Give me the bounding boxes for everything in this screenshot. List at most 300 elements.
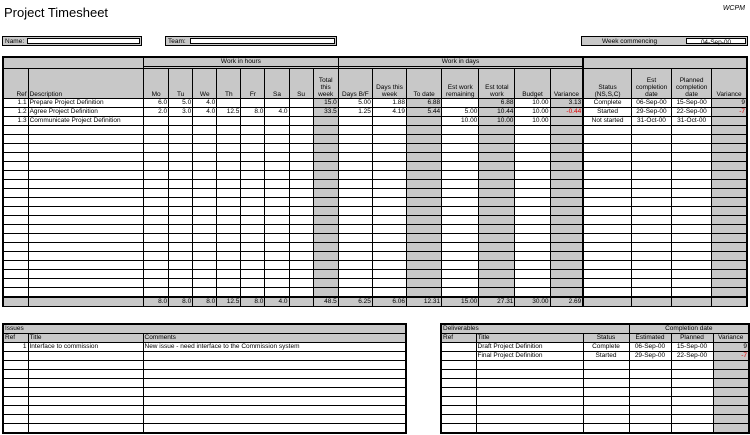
cell-var[interactable] bbox=[550, 252, 583, 261]
cell-ref[interactable] bbox=[3, 144, 28, 153]
cell-su[interactable] bbox=[289, 153, 313, 162]
cell-var2[interactable] bbox=[712, 117, 747, 126]
cell-plan[interactable] bbox=[672, 126, 712, 135]
cell-todate[interactable] bbox=[407, 153, 442, 162]
issue-ref[interactable] bbox=[3, 424, 28, 434]
cell-sa[interactable] bbox=[265, 225, 289, 234]
cell-dtw[interactable] bbox=[372, 126, 406, 135]
cell-su[interactable] bbox=[289, 198, 313, 207]
cell-desc[interactable] bbox=[28, 216, 143, 225]
cell-we[interactable] bbox=[193, 153, 217, 162]
cell-ref[interactable] bbox=[3, 180, 28, 189]
issue-row[interactable] bbox=[3, 379, 406, 388]
cell-dtw[interactable] bbox=[372, 162, 406, 171]
deliverable-row[interactable] bbox=[441, 397, 749, 406]
cell-esttot[interactable] bbox=[479, 270, 515, 279]
cell-tu[interactable] bbox=[169, 207, 193, 216]
cell-estc[interactable] bbox=[631, 243, 671, 252]
issue-title[interactable] bbox=[28, 352, 143, 361]
cell-bf[interactable] bbox=[338, 144, 372, 153]
cell-fr[interactable] bbox=[241, 243, 265, 252]
deliverable-plan[interactable] bbox=[671, 397, 713, 406]
cell-dtw[interactable] bbox=[372, 144, 406, 153]
cell-total[interactable] bbox=[313, 198, 338, 207]
cell-we[interactable] bbox=[193, 234, 217, 243]
cell-bf[interactable] bbox=[338, 225, 372, 234]
cell-desc[interactable]: Agree Project Definition bbox=[28, 108, 143, 117]
cell-bf[interactable]: 5.00 bbox=[338, 99, 372, 108]
cell-bf[interactable]: 1.25 bbox=[338, 108, 372, 117]
cell-estc[interactable] bbox=[631, 135, 671, 144]
cell-fr[interactable] bbox=[241, 225, 265, 234]
issue-ref[interactable] bbox=[3, 388, 28, 397]
cell-todate[interactable]: 6.88 bbox=[407, 99, 442, 108]
cell-ref[interactable] bbox=[3, 279, 28, 288]
cell-th[interactable] bbox=[217, 180, 241, 189]
cell-mo[interactable] bbox=[144, 117, 169, 126]
cell-estc[interactable] bbox=[631, 288, 671, 298]
issue-title[interactable] bbox=[28, 361, 143, 370]
issue-comments[interactable] bbox=[143, 388, 406, 397]
cell-we[interactable] bbox=[193, 207, 217, 216]
cell-sa[interactable] bbox=[265, 189, 289, 198]
cell-total[interactable]: 33.5 bbox=[313, 108, 338, 117]
deliverable-status[interactable] bbox=[583, 361, 629, 370]
cell-fr[interactable] bbox=[241, 99, 265, 108]
cell-budget[interactable] bbox=[515, 243, 550, 252]
cell-fr[interactable] bbox=[241, 279, 265, 288]
cell-bf[interactable] bbox=[338, 279, 372, 288]
cell-desc[interactable] bbox=[28, 270, 143, 279]
cell-rem[interactable] bbox=[442, 189, 479, 198]
cell-budget[interactable] bbox=[515, 288, 550, 298]
cell-plan[interactable] bbox=[672, 135, 712, 144]
cell-todate[interactable] bbox=[407, 234, 442, 243]
cell-var2[interactable] bbox=[712, 234, 747, 243]
cell-plan[interactable] bbox=[672, 225, 712, 234]
cell-dtw[interactable] bbox=[372, 234, 406, 243]
cell-plan[interactable] bbox=[672, 153, 712, 162]
cell-desc[interactable]: Prepare Project Definition bbox=[28, 99, 143, 108]
cell-tu[interactable] bbox=[169, 279, 193, 288]
deliverable-status[interactable] bbox=[583, 379, 629, 388]
cell-budget[interactable]: 10.00 bbox=[515, 117, 550, 126]
table-row[interactable] bbox=[3, 171, 747, 180]
cell-mo[interactable] bbox=[144, 135, 169, 144]
issue-title[interactable] bbox=[28, 406, 143, 415]
cell-ref[interactable] bbox=[3, 162, 28, 171]
deliverable-status[interactable] bbox=[583, 415, 629, 424]
cell-th[interactable] bbox=[217, 144, 241, 153]
cell-rem[interactable] bbox=[442, 180, 479, 189]
cell-status[interactable] bbox=[583, 207, 631, 216]
cell-rem[interactable] bbox=[442, 207, 479, 216]
cell-plan[interactable] bbox=[672, 162, 712, 171]
cell-var2[interactable] bbox=[712, 144, 747, 153]
cell-bf[interactable] bbox=[338, 153, 372, 162]
deliverable-row[interactable] bbox=[441, 352, 749, 361]
cell-todate[interactable] bbox=[407, 288, 442, 298]
deliverable-ref[interactable] bbox=[441, 397, 476, 406]
table-row[interactable] bbox=[3, 180, 747, 189]
week-value[interactable]: 04-Sep-00 bbox=[686, 38, 746, 44]
deliverable-est[interactable]: 29-Sep-00 bbox=[629, 352, 671, 361]
cell-status[interactable] bbox=[583, 234, 631, 243]
cell-su[interactable] bbox=[289, 279, 313, 288]
cell-sa[interactable] bbox=[265, 234, 289, 243]
cell-todate[interactable] bbox=[407, 252, 442, 261]
cell-bf[interactable] bbox=[338, 252, 372, 261]
deliverable-est[interactable]: 06-Sep-00 bbox=[629, 343, 671, 352]
cell-total[interactable] bbox=[313, 144, 338, 153]
cell-estc[interactable] bbox=[631, 207, 671, 216]
cell-total[interactable] bbox=[313, 288, 338, 298]
deliverable-title[interactable]: Draft Project Definition bbox=[476, 343, 583, 352]
cell-todate[interactable] bbox=[407, 279, 442, 288]
cell-var[interactable] bbox=[550, 225, 583, 234]
cell-status[interactable] bbox=[583, 189, 631, 198]
cell-total[interactable] bbox=[313, 243, 338, 252]
deliverable-plan[interactable] bbox=[671, 361, 713, 370]
cell-var[interactable] bbox=[550, 189, 583, 198]
cell-dtw[interactable] bbox=[372, 225, 406, 234]
cell-we[interactable] bbox=[193, 225, 217, 234]
cell-var2[interactable] bbox=[712, 288, 747, 298]
cell-plan[interactable] bbox=[672, 189, 712, 198]
cell-var2[interactable] bbox=[712, 216, 747, 225]
cell-var[interactable]: -0.44 bbox=[550, 108, 583, 117]
cell-var2[interactable] bbox=[712, 279, 747, 288]
deliverable-row[interactable] bbox=[441, 415, 749, 424]
cell-tu[interactable] bbox=[169, 261, 193, 270]
cell-var[interactable] bbox=[550, 198, 583, 207]
cell-bf[interactable] bbox=[338, 216, 372, 225]
cell-todate[interactable] bbox=[407, 135, 442, 144]
cell-budget[interactable] bbox=[515, 126, 550, 135]
cell-status[interactable]: Not started bbox=[583, 117, 631, 126]
cell-dtw[interactable]: 4.19 bbox=[372, 108, 406, 117]
issue-comments[interactable] bbox=[143, 379, 406, 388]
cell-th[interactable] bbox=[217, 261, 241, 270]
cell-budget[interactable]: 10.00 bbox=[515, 99, 550, 108]
cell-budget[interactable] bbox=[515, 189, 550, 198]
cell-mo[interactable] bbox=[144, 225, 169, 234]
deliverable-ref[interactable] bbox=[441, 343, 476, 352]
cell-budget[interactable] bbox=[515, 153, 550, 162]
cell-plan[interactable] bbox=[672, 180, 712, 189]
cell-total[interactable] bbox=[313, 126, 338, 135]
cell-su[interactable] bbox=[289, 225, 313, 234]
cell-rem[interactable] bbox=[442, 288, 479, 298]
cell-fr[interactable]: 8.0 bbox=[241, 108, 265, 117]
issue-title[interactable] bbox=[28, 370, 143, 379]
cell-we[interactable] bbox=[193, 171, 217, 180]
deliverable-est[interactable] bbox=[629, 388, 671, 397]
cell-ref[interactable]: 1.3 bbox=[3, 117, 28, 126]
cell-su[interactable] bbox=[289, 288, 313, 298]
cell-budget[interactable] bbox=[515, 234, 550, 243]
cell-tu[interactable] bbox=[169, 189, 193, 198]
cell-we[interactable] bbox=[193, 288, 217, 298]
issue-title[interactable] bbox=[28, 388, 143, 397]
cell-fr[interactable] bbox=[241, 144, 265, 153]
cell-total[interactable] bbox=[313, 279, 338, 288]
deliverable-ref[interactable] bbox=[441, 370, 476, 379]
cell-status[interactable] bbox=[583, 261, 631, 270]
cell-var2[interactable] bbox=[712, 270, 747, 279]
cell-th[interactable] bbox=[217, 171, 241, 180]
cell-esttot[interactable] bbox=[479, 126, 515, 135]
deliverable-title[interactable] bbox=[476, 379, 583, 388]
deliverable-ref[interactable] bbox=[441, 406, 476, 415]
cell-mo[interactable] bbox=[144, 180, 169, 189]
issue-title[interactable] bbox=[28, 424, 143, 434]
cell-rem[interactable] bbox=[442, 162, 479, 171]
cell-dtw[interactable]: 1.88 bbox=[372, 99, 406, 108]
cell-th[interactable] bbox=[217, 252, 241, 261]
cell-rem[interactable] bbox=[442, 216, 479, 225]
cell-status[interactable] bbox=[583, 126, 631, 135]
cell-tu[interactable] bbox=[169, 171, 193, 180]
cell-status[interactable] bbox=[583, 198, 631, 207]
cell-su[interactable] bbox=[289, 180, 313, 189]
cell-fr[interactable] bbox=[241, 288, 265, 298]
cell-estc[interactable] bbox=[631, 270, 671, 279]
cell-var2[interactable] bbox=[712, 126, 747, 135]
cell-esttot[interactable] bbox=[479, 225, 515, 234]
cell-rem[interactable] bbox=[442, 171, 479, 180]
cell-esttot[interactable] bbox=[479, 243, 515, 252]
cell-mo[interactable] bbox=[144, 153, 169, 162]
cell-var2[interactable] bbox=[712, 207, 747, 216]
cell-sa[interactable] bbox=[265, 162, 289, 171]
cell-th[interactable] bbox=[217, 189, 241, 198]
deliverable-var[interactable] bbox=[713, 397, 749, 406]
cell-su[interactable] bbox=[289, 189, 313, 198]
cell-bf[interactable] bbox=[338, 189, 372, 198]
cell-total[interactable] bbox=[313, 234, 338, 243]
issue-comments[interactable] bbox=[143, 370, 406, 379]
cell-tu[interactable] bbox=[169, 225, 193, 234]
cell-ref[interactable] bbox=[3, 252, 28, 261]
cell-budget[interactable] bbox=[515, 225, 550, 234]
cell-mo[interactable] bbox=[144, 144, 169, 153]
cell-th[interactable] bbox=[217, 135, 241, 144]
cell-bf[interactable] bbox=[338, 261, 372, 270]
cell-budget[interactable] bbox=[515, 162, 550, 171]
cell-th[interactable] bbox=[217, 126, 241, 135]
cell-mo[interactable] bbox=[144, 270, 169, 279]
deliverable-ref[interactable] bbox=[441, 388, 476, 397]
deliverable-est[interactable] bbox=[629, 415, 671, 424]
cell-mo[interactable]: 2.0 bbox=[144, 108, 169, 117]
deliverable-est[interactable] bbox=[629, 397, 671, 406]
cell-var[interactable] bbox=[550, 153, 583, 162]
cell-var[interactable] bbox=[550, 216, 583, 225]
cell-var[interactable] bbox=[550, 144, 583, 153]
deliverable-var[interactable]: -7 bbox=[713, 352, 749, 361]
cell-dtw[interactable] bbox=[372, 270, 406, 279]
issue-title[interactable] bbox=[28, 397, 143, 406]
cell-th[interactable] bbox=[217, 207, 241, 216]
cell-todate[interactable] bbox=[407, 171, 442, 180]
cell-estc[interactable]: 06-Sep-00 bbox=[631, 99, 671, 108]
cell-we[interactable] bbox=[193, 279, 217, 288]
cell-ref[interactable] bbox=[3, 216, 28, 225]
cell-bf[interactable] bbox=[338, 117, 372, 126]
cell-budget[interactable] bbox=[515, 279, 550, 288]
cell-status[interactable]: Complete bbox=[583, 99, 631, 108]
cell-ref[interactable] bbox=[3, 288, 28, 298]
cell-bf[interactable] bbox=[338, 135, 372, 144]
cell-total[interactable] bbox=[313, 216, 338, 225]
cell-su[interactable] bbox=[289, 135, 313, 144]
cell-we[interactable] bbox=[193, 270, 217, 279]
deliverable-row[interactable] bbox=[441, 379, 749, 388]
cell-tu[interactable] bbox=[169, 135, 193, 144]
deliverable-plan[interactable] bbox=[671, 370, 713, 379]
cell-budget[interactable]: 10.00 bbox=[515, 108, 550, 117]
deliverable-var[interactable] bbox=[713, 406, 749, 415]
cell-mo[interactable] bbox=[144, 198, 169, 207]
cell-ref[interactable] bbox=[3, 198, 28, 207]
cell-ref[interactable] bbox=[3, 234, 28, 243]
deliverable-plan[interactable]: 15-Sep-00 bbox=[671, 343, 713, 352]
cell-we[interactable] bbox=[193, 117, 217, 126]
cell-th[interactable] bbox=[217, 99, 241, 108]
cell-dtw[interactable] bbox=[372, 153, 406, 162]
cell-dtw[interactable] bbox=[372, 207, 406, 216]
cell-esttot[interactable] bbox=[479, 189, 515, 198]
table-row[interactable] bbox=[3, 135, 747, 144]
cell-we[interactable]: 4.0 bbox=[193, 99, 217, 108]
cell-var[interactable] bbox=[550, 171, 583, 180]
cell-esttot[interactable] bbox=[479, 288, 515, 298]
cell-var[interactable] bbox=[550, 180, 583, 189]
cell-status[interactable]: Started bbox=[583, 108, 631, 117]
table-row[interactable] bbox=[3, 243, 747, 252]
cell-var2[interactable]: -7 bbox=[712, 108, 747, 117]
cell-fr[interactable] bbox=[241, 135, 265, 144]
cell-estc[interactable] bbox=[631, 189, 671, 198]
cell-fr[interactable] bbox=[241, 153, 265, 162]
cell-plan[interactable] bbox=[672, 261, 712, 270]
cell-mo[interactable] bbox=[144, 162, 169, 171]
cell-estc[interactable] bbox=[631, 261, 671, 270]
cell-total[interactable] bbox=[313, 117, 338, 126]
issue-comments[interactable] bbox=[143, 424, 406, 434]
cell-var2[interactable] bbox=[712, 243, 747, 252]
cell-dtw[interactable] bbox=[372, 288, 406, 298]
cell-bf[interactable] bbox=[338, 243, 372, 252]
cell-estc[interactable] bbox=[631, 234, 671, 243]
cell-th[interactable] bbox=[217, 288, 241, 298]
cell-rem[interactable]: 10.00 bbox=[442, 117, 479, 126]
deliverable-plan[interactable] bbox=[671, 424, 713, 434]
cell-var2[interactable] bbox=[712, 189, 747, 198]
cell-tu[interactable]: 5.0 bbox=[169, 99, 193, 108]
cell-esttot[interactable] bbox=[479, 180, 515, 189]
cell-plan[interactable] bbox=[672, 288, 712, 298]
cell-tu[interactable] bbox=[169, 144, 193, 153]
issue-ref[interactable] bbox=[3, 379, 28, 388]
deliverable-est[interactable] bbox=[629, 406, 671, 415]
cell-dtw[interactable] bbox=[372, 216, 406, 225]
cell-todate[interactable] bbox=[407, 144, 442, 153]
issue-title[interactable]: Interface to commission bbox=[28, 343, 143, 352]
cell-total[interactable]: 15.0 bbox=[313, 99, 338, 108]
cell-tu[interactable] bbox=[169, 270, 193, 279]
cell-total[interactable] bbox=[313, 180, 338, 189]
cell-estc[interactable] bbox=[631, 126, 671, 135]
deliverable-var[interactable] bbox=[713, 388, 749, 397]
cell-status[interactable] bbox=[583, 252, 631, 261]
cell-dtw[interactable] bbox=[372, 189, 406, 198]
deliverable-status[interactable] bbox=[583, 388, 629, 397]
cell-ref[interactable] bbox=[3, 207, 28, 216]
deliverable-plan[interactable] bbox=[671, 406, 713, 415]
cell-rem[interactable] bbox=[442, 99, 479, 108]
deliverable-est[interactable] bbox=[629, 370, 671, 379]
cell-plan[interactable] bbox=[672, 279, 712, 288]
cell-plan[interactable] bbox=[672, 207, 712, 216]
cell-status[interactable] bbox=[583, 144, 631, 153]
cell-plan[interactable] bbox=[672, 216, 712, 225]
cell-total[interactable] bbox=[313, 270, 338, 279]
deliverable-title[interactable] bbox=[476, 415, 583, 424]
issue-row[interactable] bbox=[3, 424, 406, 434]
cell-sa[interactable] bbox=[265, 117, 289, 126]
cell-th[interactable] bbox=[217, 162, 241, 171]
cell-dtw[interactable] bbox=[372, 279, 406, 288]
cell-dtw[interactable] bbox=[372, 117, 406, 126]
cell-todate[interactable] bbox=[407, 189, 442, 198]
cell-fr[interactable] bbox=[241, 198, 265, 207]
cell-var2[interactable] bbox=[712, 261, 747, 270]
deliverable-plan[interactable] bbox=[671, 415, 713, 424]
cell-mo[interactable] bbox=[144, 288, 169, 298]
cell-th[interactable] bbox=[217, 234, 241, 243]
cell-estc[interactable] bbox=[631, 171, 671, 180]
deliverable-var[interactable] bbox=[713, 370, 749, 379]
cell-we[interactable] bbox=[193, 144, 217, 153]
cell-desc[interactable] bbox=[28, 261, 143, 270]
cell-rem[interactable] bbox=[442, 234, 479, 243]
cell-desc[interactable] bbox=[28, 252, 143, 261]
cell-todate[interactable] bbox=[407, 207, 442, 216]
deliverable-var[interactable] bbox=[713, 415, 749, 424]
cell-var[interactable] bbox=[550, 162, 583, 171]
cell-mo[interactable] bbox=[144, 234, 169, 243]
cell-su[interactable] bbox=[289, 171, 313, 180]
cell-rem[interactable] bbox=[442, 261, 479, 270]
cell-plan[interactable]: 15-Sep-00 bbox=[672, 99, 712, 108]
cell-fr[interactable] bbox=[241, 261, 265, 270]
cell-fr[interactable] bbox=[241, 234, 265, 243]
cell-plan[interactable] bbox=[672, 234, 712, 243]
cell-su[interactable] bbox=[289, 252, 313, 261]
table-row[interactable] bbox=[3, 288, 747, 298]
cell-sa[interactable] bbox=[265, 171, 289, 180]
cell-esttot[interactable] bbox=[479, 261, 515, 270]
cell-esttot[interactable] bbox=[479, 144, 515, 153]
cell-we[interactable]: 4.0 bbox=[193, 108, 217, 117]
deliverable-row[interactable] bbox=[441, 388, 749, 397]
table-row[interactable] bbox=[3, 216, 747, 225]
deliverable-est[interactable] bbox=[629, 424, 671, 434]
cell-estc[interactable]: 31-Oct-00 bbox=[631, 117, 671, 126]
cell-plan[interactable] bbox=[672, 243, 712, 252]
